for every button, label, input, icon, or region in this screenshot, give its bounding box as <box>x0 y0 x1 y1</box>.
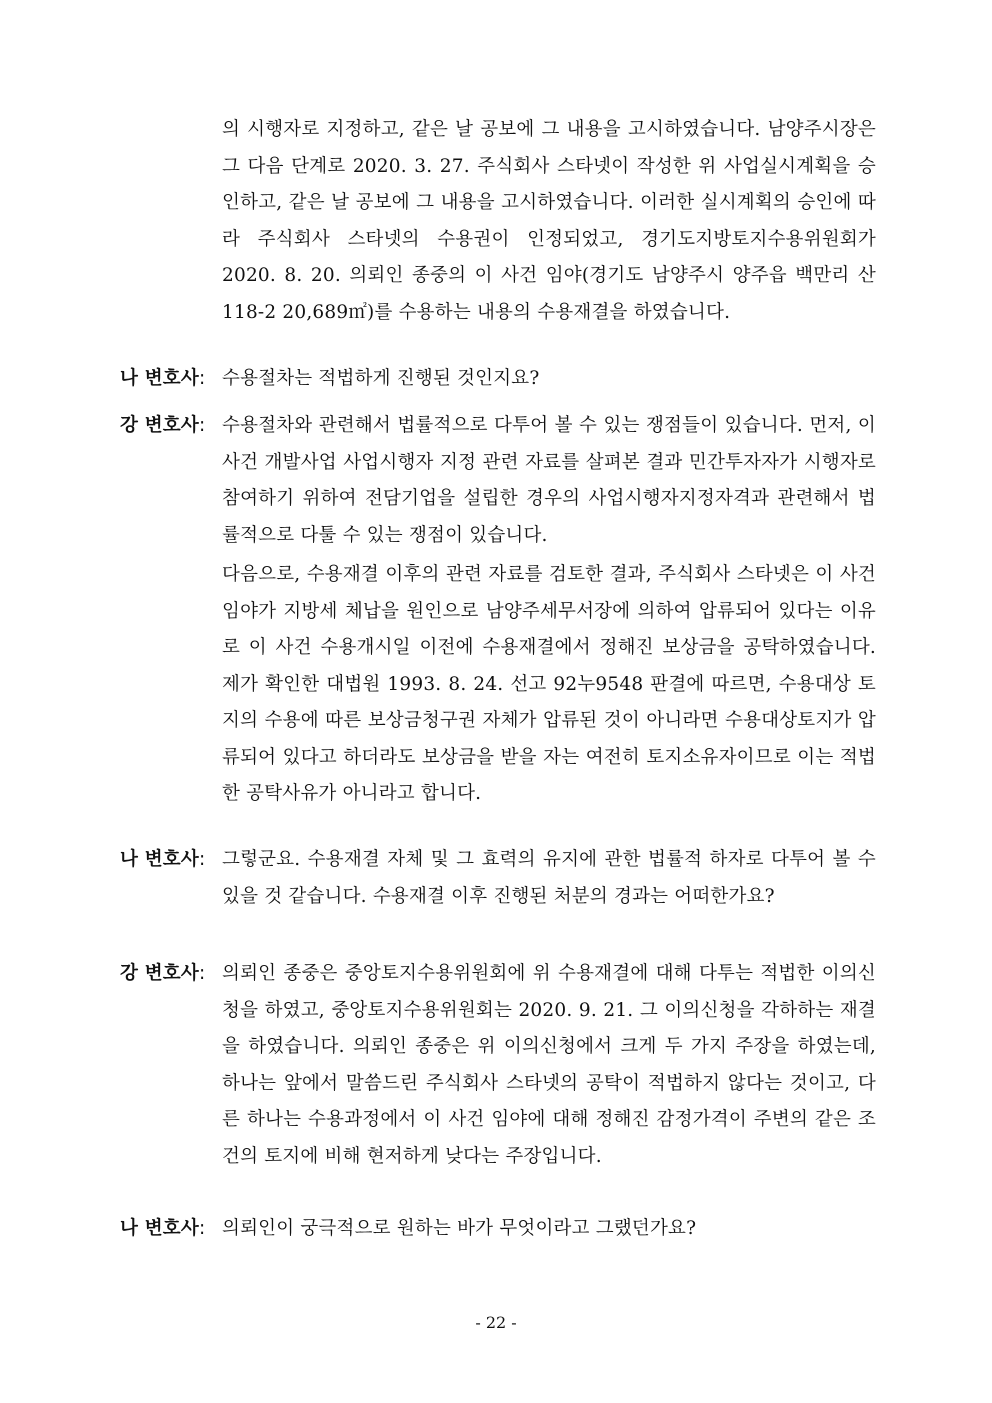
speaker-label <box>120 842 222 915</box>
paragraph-continuation <box>222 557 876 813</box>
speech-text <box>222 956 876 1175</box>
dialogue-turn <box>120 1211 876 1248</box>
page-number: - 22 - <box>475 1313 517 1332</box>
speech-text <box>222 1211 876 1248</box>
speaker-name: 강 변호사 <box>120 963 199 984</box>
speaker-name: 강 변호사 <box>120 415 199 436</box>
paragraph-continuation <box>222 112 876 331</box>
speaker-name: 나 변호사 <box>120 1218 199 1239</box>
speech-paragraph: 그렇군요. 수용재결 자체 및 그 효력의 유지에 관한 법률적 하자로 다투어 볼 수 있을 것 같습니다. 수용재결 이후 진행된 처분의 경과는 어떠한가요? <box>222 849 876 907</box>
dialogue-turn <box>120 842 876 915</box>
speaker-label <box>120 361 222 398</box>
speech-text <box>222 361 876 398</box>
dialogue-turn <box>120 408 876 554</box>
speaker-label <box>120 1211 222 1248</box>
speaker-colon: : <box>198 849 206 870</box>
dialogue-turn <box>120 361 876 398</box>
speaker-colon: : <box>198 963 206 984</box>
speaker-colon: : <box>198 368 206 389</box>
speaker-colon: : <box>198 415 206 436</box>
speech-text <box>222 842 876 915</box>
speech-text <box>222 408 876 554</box>
paragraph-text: 의 시행자로 지정하고, 같은 날 공보에 그 내용을 고시하였습니다. 남양주시장은 그 다음 단계로 2020. 3. 27. 주식회사 스타넷이 작성한 위 사업실시계획을 승인하고, 같은 날 공보에 그 내용을 고시하였습니다. 이러한 실시계획의 승인에 따라 주식회사 스타넷의 수용권이 인정되었고, 경기도지방토지수용위원회가 2020. 8. 20. 의뢰인 종중의 이 사건 임야(경기도 남양주시 양주읍 백만리 산 118-2 20,689㎡)를 수용하는 내용의 수용재결을 하였습니다. <box>222 119 876 323</box>
speech-paragraph: 의뢰인이 궁극적으로 원하는 바가 무엇이라고 그랬던가요? <box>222 1218 697 1239</box>
speech-paragraph: 수용절차는 적법하게 진행된 것인지요? <box>222 368 540 389</box>
speech-paragraph: 수용절차와 관련해서 법률적으로 다투어 볼 수 있는 쟁점들이 있습니다. 먼저, 이 사건 개발사업 사업시행자 지정 관련 자료를 살펴본 결과 민간투자자가 시행자로 참여하기 위하여 전담기업을 설립한 경우의 사업시행자지정자격과 관련해서 법률적으로 다툴 수 있는 쟁점이 있습니다. <box>222 415 876 546</box>
speaker-label <box>120 408 222 554</box>
speaker-name: 나 변호사 <box>120 849 199 870</box>
speech-paragraph: 의뢰인 종중은 중앙토지수용위원회에 위 수용재결에 대해 다투는 적법한 이의신청을 하였고, 중앙토지수용위원회는 2020. 9. 21. 그 이의신청을 각하하는 재결을 하였습니다. 의뢰인 종중은 위 이의신청에서 크게 두 가지 주장을 하였는데, 하나는 앞에서 말씀드린 주식회사 스타넷의 공탁이 적법하지 않다는 것이고, 다른 하나는 수용과정에서 이 사건 임야에 대해 정해진 감정가격이 주변의 같은 조건의 토지에 비해 현저하게 낮다는 주장입니다. <box>222 963 876 1167</box>
speaker-label <box>120 956 222 1175</box>
speaker-colon: : <box>198 1218 206 1239</box>
speaker-name: 나 변호사 <box>120 368 199 389</box>
paragraph-text: 다음으로, 수용재결 이후의 관련 자료를 검토한 결과, 주식회사 스타넷은 이 사건 임야가 지방세 체납을 원인으로 남양주세무서장에 의하여 압류되어 있다는 이유로 이 사건 수용개시일 이전에 수용재결에서 정해진 보상금을 공탁하였습니다. 제가 확인한 대법원 1993. 8. 24. 선고 92누9548 판결에 따르면, 수용대상 토지의 수용에 따른 보상금청구권 자체가 압류된 것이 아니라면 수용대상토지가 압류되어 있다고 하더라도 보상금을 받을 자는 여전히 토지소유자이므로 이는 적법한 공탁사유가 아니라고 합니다. <box>222 564 876 804</box>
dialogue-turn <box>120 956 876 1175</box>
